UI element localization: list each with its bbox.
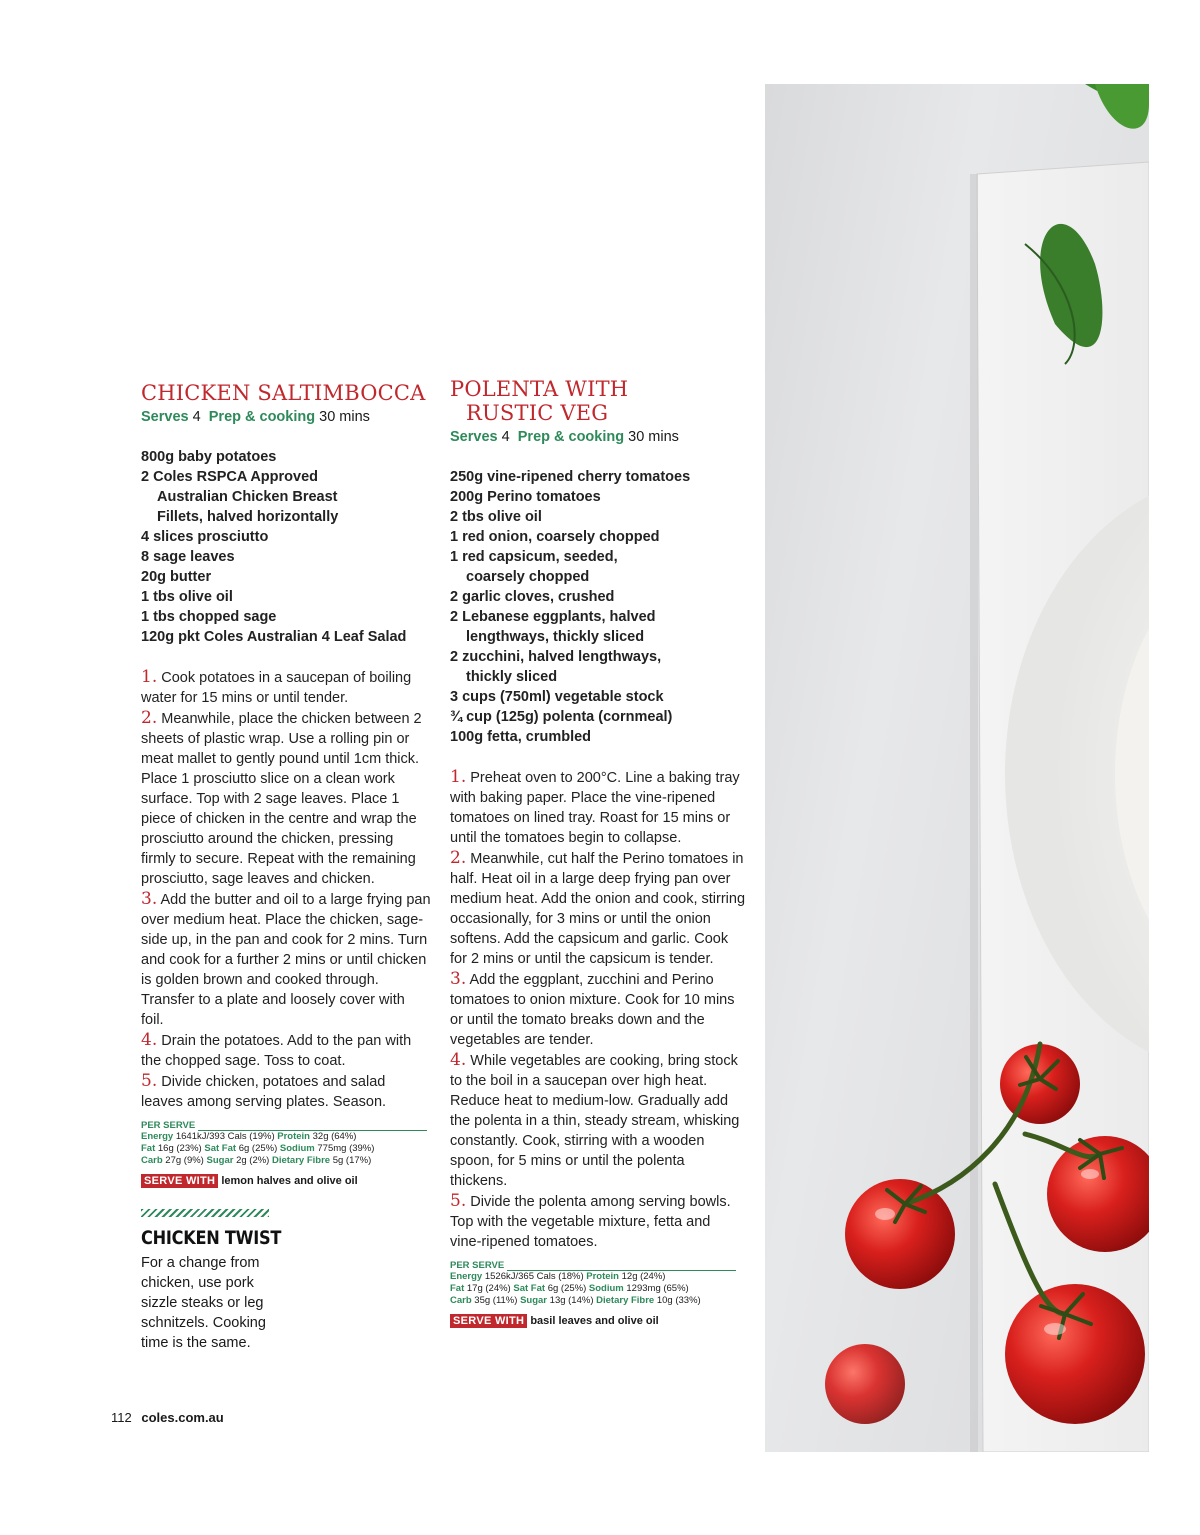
step-text: Drain the potatoes. Add to the pan with the chopped sage. Toss to coat. xyxy=(141,1033,412,1069)
step-text: Meanwhile, cut half the Perino tomatoes in half. Heat oil in a large deep frying pan over medium heat. Add the onion and cook, stirring occasionally, for 3 mins or until the onion softens. Add the capsicum and garlic. Cook for 2 mins or until the capsicum is tender. xyxy=(450,851,746,967)
tomato xyxy=(845,1179,955,1289)
ingredient-item: 800g baby potatoes xyxy=(141,449,277,465)
per-serve-panel xyxy=(450,1260,736,1307)
site-url: coles.com.au xyxy=(141,1410,224,1425)
ingredient-item: 1 red onion, coarsely chopped xyxy=(450,529,660,545)
method-steps xyxy=(141,667,431,1112)
ingredient-item: 250g vine-ripened cherry tomatoes xyxy=(450,469,691,485)
ingredient-item: 100g fetta, crumbled xyxy=(450,729,592,745)
basil-leaf-top xyxy=(1095,84,1149,129)
serve-with xyxy=(450,1315,745,1327)
step-number: 3. xyxy=(450,969,467,989)
ingredient-item: 120g pkt Coles Australian 4 Leaf Salad xyxy=(141,629,407,645)
serve-with xyxy=(141,1175,431,1187)
ingredient-item: 2 Coles RSPCA Approved Australian Chicken Breast Fillets, halved horizontally xyxy=(141,469,339,525)
step-text: Add the butter and oil to a large frying pan over medium heat. Place the chicken, sage-side up, in the pan and cook for 2 mins. Turn and cook for a further 2 mins or until chicken is golden brown and cooked through. Transfer to a plate and loosely cover with foil. xyxy=(141,892,431,1028)
page-footer xyxy=(111,1410,224,1425)
ingredient-item: 2 garlic cloves, crushed xyxy=(450,589,615,605)
step-text: Preheat oven to 200°C. Line a baking tray with baking paper. Place the vine-ripened tomatoes on lined tray. Roast for 15 mins or until the tomatoes begin to collapse. xyxy=(450,770,740,846)
step-text: Divide the polenta among serving bowls. Top with the vegetable mixture, fetta and vine-ripened tomatoes. xyxy=(450,1194,731,1250)
step-text: Meanwhile, place the chicken between 2 sheets of plastic wrap. Use a rolling pin or meat mallet to gently pound until 1cm thick. Place 1 prosciutto slice on a clean work surface. Top with 2 sage leaves. Place 1 piece of chicken in the centre and wrap the prosciutto around the chicken, pressing firmly to secure. Repeat with the remaining prosciutto, sage leaves and chicken. xyxy=(141,711,422,887)
board-edge-shadow xyxy=(970,174,978,1452)
tomato xyxy=(825,1344,905,1424)
step-number: 2. xyxy=(450,848,467,868)
step-number: 5. xyxy=(141,1071,158,1091)
ingredient-item: 200g Perino tomatoes xyxy=(450,489,601,505)
method-steps xyxy=(450,767,745,1252)
ingredient-item: 20g butter xyxy=(141,569,212,585)
per-serve-label: PER SERVE xyxy=(141,1120,198,1131)
ingredient-item: 2 zucchini, halved lengthways, thickly sliced xyxy=(450,649,662,685)
method-step xyxy=(450,969,745,1050)
per-serve-panel xyxy=(141,1120,427,1167)
nutrition-row: Carb 27g (9%) Sugar 2g (2%) Dietary Fibre 5g (17%) xyxy=(141,1155,372,1166)
step-number: 4. xyxy=(141,1030,158,1050)
serves-line: Serves 4 Prep & cooking 30 mins xyxy=(141,409,370,425)
per-serve-label: PER SERVE xyxy=(450,1260,507,1271)
method-step xyxy=(450,767,745,848)
step-number: 3. xyxy=(141,889,158,909)
recipe-title: POLENTA WITH RUSTIC VEG xyxy=(450,377,629,425)
ingredient-item: 2 Lebanese eggplants, halved lengthways, thickly sliced xyxy=(450,609,656,645)
step-text: Cook potatoes in a saucepan of boiling water for 15 mins or until tender. xyxy=(141,670,412,706)
recipe-polenta-rustic-veg xyxy=(450,377,745,1327)
decorative-stripe xyxy=(141,1209,269,1217)
ingredient-item: 8 sage leaves xyxy=(141,549,235,565)
tomato-highlight xyxy=(1081,1169,1099,1179)
serve-with-text: lemon halves and olive oil xyxy=(221,1175,358,1187)
step-number: 5. xyxy=(450,1191,467,1211)
serve-with-tag: SERVE WITH xyxy=(450,1314,527,1328)
nutrition-row: Fat 17g (24%) Sat Fat 6g (25%) Sodium 1293mg (65%) xyxy=(450,1283,689,1294)
food-photo xyxy=(765,84,1149,1452)
recipe-title: CHICKEN SALTIMBOCCA xyxy=(141,381,426,405)
serves-line: Serves 4 Prep & cooking 30 mins xyxy=(450,429,679,445)
nutrition-row: Energy 1526kJ/365 Cals (18%) Protein 12g (24%) xyxy=(450,1271,666,1282)
step-text: Add the eggplant, zucchini and Perino tomatoes to onion mixture. Cook for 10 mins or until the tomato breaks down and the vegetables are tender. xyxy=(450,972,735,1048)
tomato-highlight xyxy=(875,1208,895,1220)
method-step xyxy=(141,667,431,708)
ingredient-list xyxy=(450,467,745,747)
serve-with-text: basil leaves and olive oil xyxy=(530,1315,659,1327)
method-step xyxy=(141,889,431,1030)
nutrition-row: Fat 16g (23%) Sat Fat 6g (25%) Sodium 775mg (39%) xyxy=(141,1143,375,1154)
step-number: 2. xyxy=(141,708,158,728)
page-number: 112 xyxy=(111,1410,132,1425)
nutrition-row: Energy 1641kJ/393 Cals (19%) Protein 32g (64%) xyxy=(141,1131,357,1142)
ingredient-item: 2 tbs olive oil xyxy=(450,509,542,525)
step-text: Divide chicken, potatoes and salad leaves among serving plates. Season. xyxy=(141,1074,387,1110)
step-text: While vegetables are cooking, bring stock to the boil in a saucepan over high heat. Reduce heat to medium-low. Gradually add the polenta in a thin, steady stream, whisking constantly. Cook, stirring with a wooden spoon, for 5 mins or until the polenta thickens. xyxy=(450,1053,740,1189)
ingredient-item: 3 cups (750ml) vegetable stock xyxy=(450,689,664,705)
ingredient-list xyxy=(141,447,431,647)
ingredient-item: 1 red capsicum, seeded, coarsely chopped xyxy=(450,549,618,585)
step-number: 4. xyxy=(450,1050,467,1070)
method-step xyxy=(450,1191,745,1252)
method-step xyxy=(141,1071,431,1112)
twist-title: CHICKEN TWIST xyxy=(141,1227,282,1249)
ingredient-item: 1 tbs chopped sage xyxy=(141,609,277,625)
food-photo-illustration xyxy=(765,84,1149,1452)
method-step xyxy=(141,708,431,889)
ingredient-item: 4 slices prosciutto xyxy=(141,529,269,545)
step-number: 1. xyxy=(141,667,158,687)
method-step xyxy=(450,848,745,969)
step-number: 1. xyxy=(450,767,467,787)
nutrition-row: Carb 35g (11%) Sugar 13g (14%) Dietary Fibre 10g (33%) xyxy=(450,1295,701,1306)
tomato-highlight xyxy=(1044,1323,1066,1335)
serve-with-tag: SERVE WITH xyxy=(141,1174,218,1188)
method-step xyxy=(450,1050,745,1191)
ingredient-item: ¾ cup (125g) polenta (cornmeal) xyxy=(450,709,673,725)
recipe-chicken-saltimbocca xyxy=(141,381,431,1353)
method-step xyxy=(141,1030,431,1071)
ingredient-item: 1 tbs olive oil xyxy=(141,589,233,605)
twist-body: For a change from chicken, use pork sizzle steaks or leg schnitzels. Cooking time is the same. xyxy=(141,1255,266,1351)
